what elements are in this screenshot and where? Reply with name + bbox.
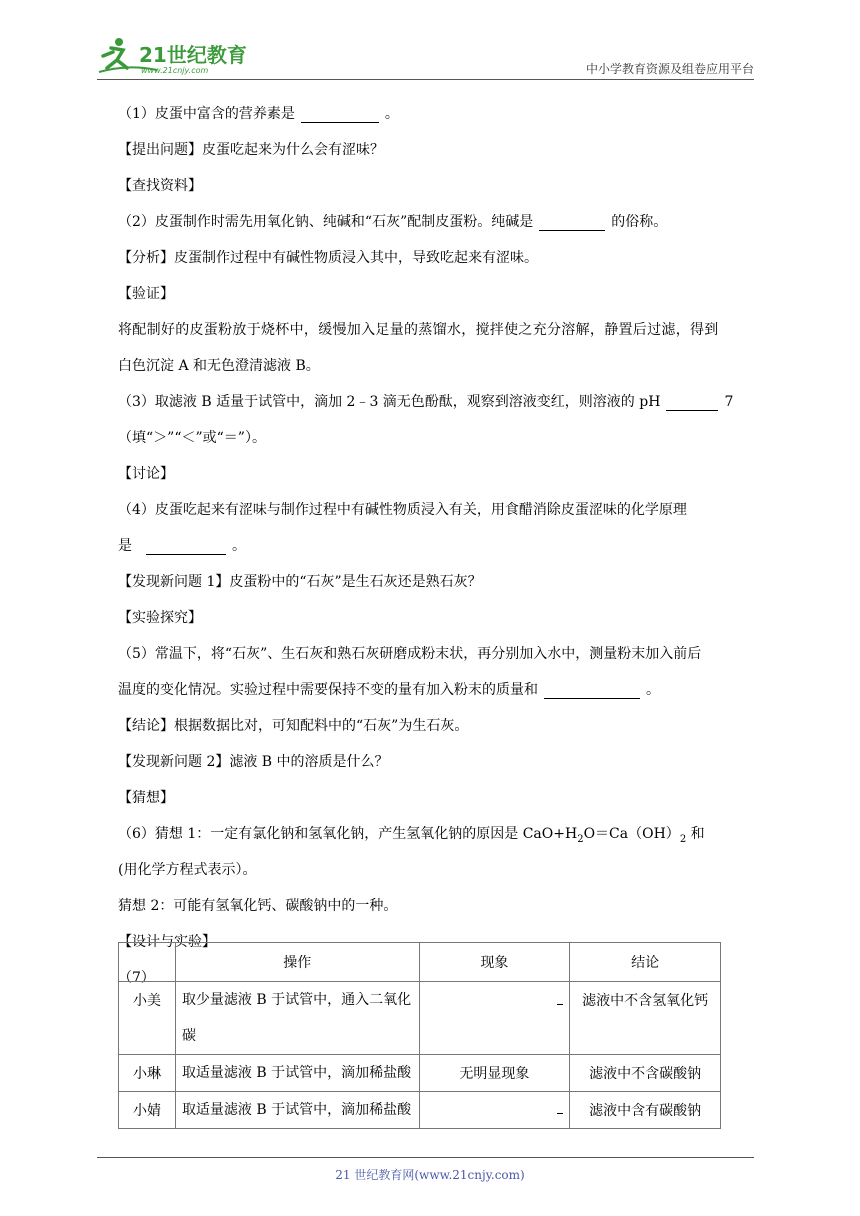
q3-blank (666, 394, 718, 411)
footer-link[interactable]: 21 世纪教育网(www.21cnjy.com) (335, 1168, 525, 1182)
phenomenon-cell (419, 1092, 570, 1129)
table-header: 结论 (570, 943, 721, 982)
guess-2: 猜想 2：可能有氢氧化钙、碳酸钠中的一种。 (118, 898, 398, 914)
student-name: 小婧 (119, 1092, 176, 1129)
operation-cell: 取适量滤液 B 于试管中，滴加稀盐酸 (175, 1092, 419, 1129)
heading-verify: 【验证】 (118, 286, 174, 302)
q3-line (118, 384, 762, 420)
svg-text:www.21cnjy.com: www.21cnjy.com (141, 66, 209, 75)
footer-divider (97, 1157, 754, 1158)
q3-text: （3）取滤液 B 适量于试管中，滴加 2﹣3 滴无色酚酞，观察到溶液变红，则溶液的 pH (118, 394, 661, 410)
q1-blank (301, 106, 379, 123)
header-divider (97, 79, 754, 80)
phenomenon-blank (557, 1113, 563, 1114)
experiment-table (118, 942, 721, 1129)
table-header-row (119, 943, 721, 982)
q5-text-2: 温度的变化情况。实验过程中需要保持不变的量有加入粉末的质量和 (118, 682, 538, 698)
heading-question: 【提出问题】皮蛋吃起来为什么会有涩味？ (118, 142, 384, 158)
heading-guess: 【猜想】 (118, 790, 174, 806)
q6-end: 和 (686, 826, 705, 842)
heading-research: 【查找资料】 (118, 178, 202, 194)
q7-label: （7） (118, 970, 155, 986)
new-problem-1: 【发现新问题 1】皮蛋粉中的“石灰”是生石灰还是熟石灰？ (118, 574, 482, 590)
q2-line (118, 204, 762, 240)
student-name: 小琳 (119, 1055, 176, 1092)
q5-text-1: （5）常温下，将“石灰”、生石灰和熟石灰研磨成粉末状，再分别加入水中，测量粉末加入前后 (118, 646, 702, 662)
page-header (97, 36, 754, 78)
q3-hint: （填“＞”“＜”或“＝”）。 (118, 430, 266, 446)
q6-formula: O＝Ca（OH） (583, 826, 680, 842)
phenomenon-cell (419, 982, 570, 1055)
verify-text-1: 将配制好的皮蛋粉放于烧杯中，缓慢加入足量的蒸馏水，搅拌使之充分溶解，静置后过滤，得到 (118, 322, 719, 338)
verify-text-2: 白色沉淀 A 和无色澄清滤液 B。 (118, 358, 320, 374)
table-row (119, 1092, 721, 1129)
new-problem-2: 【发现新问题 2】滤液 B 中的溶质是什么？ (118, 754, 389, 770)
q6-sub-2: 2 (679, 833, 687, 845)
table-header: 现象 (419, 943, 570, 982)
q6-text: （6）猜想 1：一定有氯化钠和氢氧化钠，产生氢氧化钠的原因是 CaO+H (118, 826, 578, 842)
platform-name: 中小学教育资源及组卷应用平台 (585, 62, 754, 76)
q4-line-2 (118, 528, 762, 564)
q5-line-2 (118, 672, 762, 708)
q2-end: 的俗称。 (611, 214, 668, 230)
q4-text-1: （4）皮蛋吃起来有涩味与制作过程中有碱性物质浸入有关，用食醋消除皮蛋涩味的化学原理 (118, 502, 687, 518)
conclusion-cell: 滤液中不含碳酸钠 (570, 1055, 721, 1092)
heading-design: 【设计与实验】 (118, 934, 216, 950)
q6-hint: (用化学方程式表示）。 (118, 862, 257, 878)
q4-blank (146, 538, 226, 555)
phenomenon-cell: 无明显现象 (419, 1055, 570, 1092)
q4-text-2: 是 (118, 538, 132, 554)
q1-end: 。 (384, 106, 399, 122)
heading-discussion: 【讨论】 (118, 466, 174, 482)
heading-experiment: 【实验探究】 (118, 610, 202, 626)
table-row (119, 1055, 721, 1092)
q6-sub-1: 2 (577, 833, 584, 845)
student-name: 小美 (119, 982, 176, 1055)
table-header (119, 943, 176, 982)
q2-text: （2）皮蛋制作时需先用氧化钠、纯碱和“石灰”配制皮蛋粉。纯碱是 (118, 214, 534, 230)
conclusion-cell: 滤液中含有碳酸钠 (570, 1092, 721, 1129)
q2-blank (539, 214, 605, 231)
q5-blank (544, 682, 640, 699)
q3-end: 7 (724, 394, 734, 410)
conclusion-line: 【结论】根据数据比对，可知配料中的“石灰”为生石灰。 (118, 718, 469, 734)
q1-line (118, 96, 762, 132)
conclusion-cell: 滤液中不含氢氧化钙 (570, 982, 721, 1055)
phenomenon-blank (557, 1004, 563, 1005)
q6-line (118, 816, 762, 852)
operation-cell: 取少量滤液 B 于试管中，通入二氧化碳 (175, 982, 419, 1055)
table-row (119, 982, 721, 1055)
table-header: 操作 (175, 943, 419, 982)
analysis-line: 【分析】皮蛋制作过程中有碱性物质浸入其中，导致吃起来有涩味。 (118, 250, 538, 266)
q5-end: 。 (646, 682, 660, 698)
question-body (118, 96, 762, 996)
q4-end: 。 (232, 538, 246, 554)
site-logo (97, 36, 257, 76)
operation-cell: 取适量滤液 B 于试管中，滴加稀盐酸 (175, 1055, 419, 1092)
svg-text:21世纪教育: 21世纪教育 (139, 43, 247, 67)
q1-text: （1）皮蛋中富含的营养素是 (118, 106, 295, 122)
